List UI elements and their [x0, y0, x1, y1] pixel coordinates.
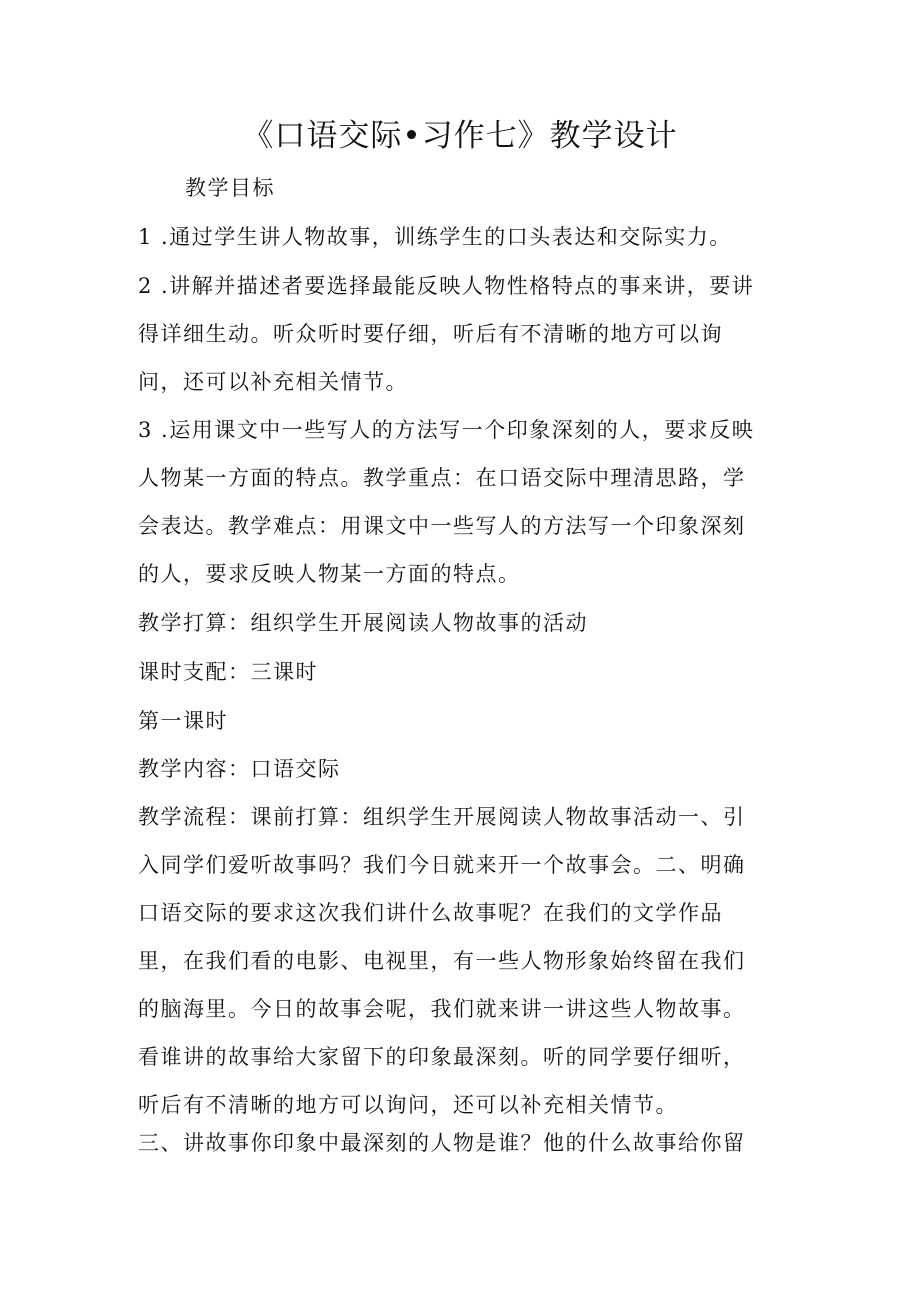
- text-line: 问，还可以补充相关情节。: [138, 370, 408, 394]
- text-line: 的脑海里。今日的故事会呢，我们就来讲一讲这些人物故事。: [138, 997, 746, 1021]
- text-line: 三、讲故事你印象中最深刻的人物是谁？他的什么故事给你留: [138, 1131, 746, 1155]
- text-line: 3 .运用课文中一些写人的方法写一个印象深刻的人，要求反映: [138, 418, 755, 442]
- text-line: 课时支配：三课时: [138, 660, 318, 684]
- section-heading-first-lesson: 第一课时: [138, 709, 228, 733]
- text-line: 听后有不清晰的地方可以询问，还可以补充相关情节。: [138, 1093, 678, 1117]
- text-line: 2 .讲解并描述者要选择最能反映人物性格特点的事来讲，要讲: [138, 274, 755, 298]
- text-line: 教学打算：组织学生开展阅读人物故事的活动: [138, 611, 588, 635]
- text-line: 看谁讲的故事给大家留下的印象最深刻。听的同学要仔细听，: [138, 1045, 746, 1069]
- text-line: 会表达。教学难点：用课文中一些写人的方法写一个印象深刻: [138, 514, 746, 538]
- text-line: 教学流程：课前打算：组织学生开展阅读人物故事活动一、引: [138, 805, 746, 829]
- text-line: 入同学们爱听故事吗？我们今日就来开一个故事会。二、明确: [138, 853, 746, 877]
- section-heading-goals: 教学目标: [185, 176, 275, 200]
- text-line: 1 .通过学生讲人物故事，训练学生的口头表达和交际实力。: [138, 225, 732, 249]
- text-line: 教学内容：口语交际: [138, 757, 341, 781]
- text-line: 口语交际的要求这次我们讲什么故事呢？在我们的文学作品: [138, 901, 723, 925]
- text-line: 的人，要求反映人物某一方面的特点。: [138, 562, 521, 586]
- document-title: 《口语交际•习作七》教学设计: [242, 118, 678, 154]
- text-line: 得详细生动。听众听时要仔细，听后有不清晰的地方可以询: [138, 322, 723, 346]
- text-line: 人物某一方面的特点。教学重点：在口语交际中理清思路，学: [138, 466, 746, 490]
- text-line: 里，在我们看的电影、电视里，有一些人物形象始终留在我们: [138, 949, 746, 973]
